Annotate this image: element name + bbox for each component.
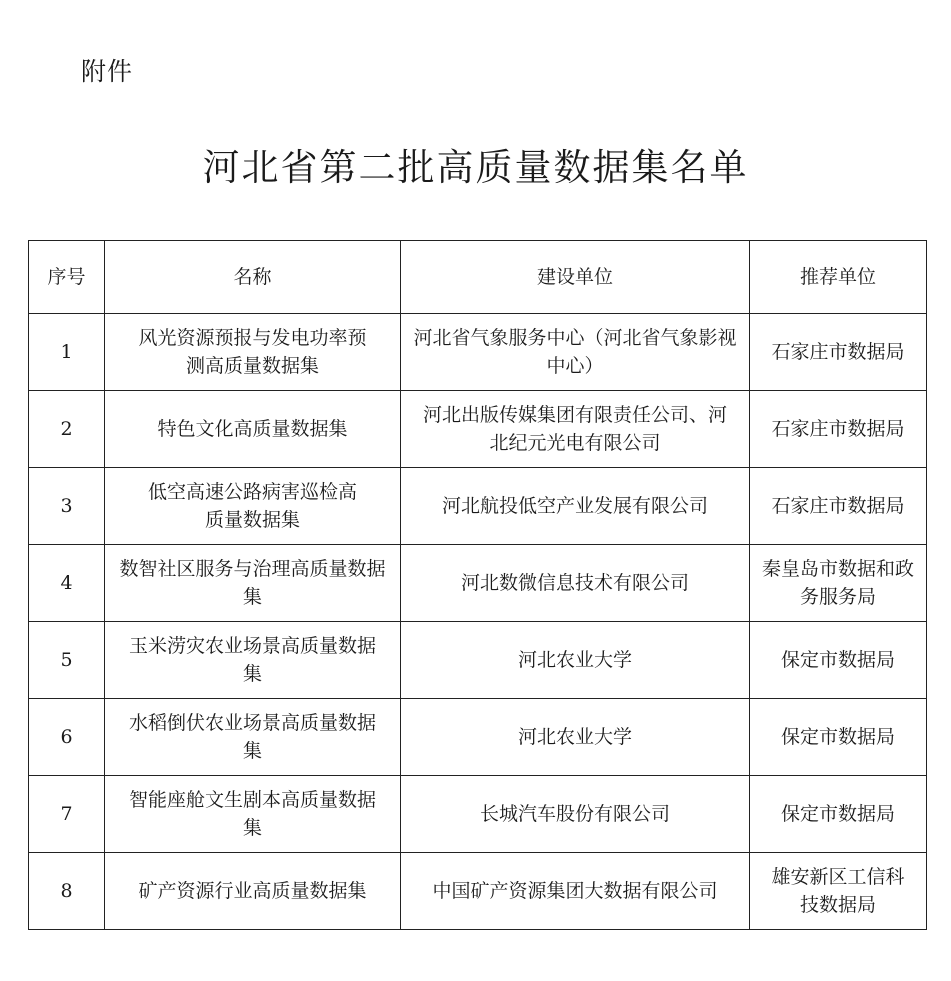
cell-builder: 河北航投低空产业发展有限公司 (401, 468, 750, 545)
header-name: 名称 (105, 241, 401, 314)
cell-builder: 长城汽车股份有限公司 (401, 776, 750, 853)
cell-recommender: 秦皇岛市数据和政务服务局 (750, 545, 927, 622)
cell-name: 风光资源预报与发电功率预测高质量数据集 (105, 314, 401, 391)
cell-builder: 河北出版传媒集团有限责任公司、河北纪元光电有限公司 (401, 391, 750, 468)
cell-name: 矿产资源行业高质量数据集 (105, 853, 401, 930)
cell-builder: 河北数微信息技术有限公司 (401, 545, 750, 622)
cell-recommender: 石家庄市数据局 (750, 468, 927, 545)
header-index: 序号 (29, 241, 105, 314)
cell-name: 智能座舱文生剧本高质量数据集 (105, 776, 401, 853)
cell-index: 6 (29, 699, 105, 776)
cell-index: 7 (29, 776, 105, 853)
cell-index: 8 (29, 853, 105, 930)
header-builder: 建设单位 (401, 241, 750, 314)
table-row (29, 314, 927, 391)
cell-index: 2 (29, 391, 105, 468)
cell-index: 4 (29, 545, 105, 622)
cell-index: 5 (29, 622, 105, 699)
cell-name: 低空高速公路病害巡检高质量数据集 (105, 468, 401, 545)
table-row (29, 699, 927, 776)
cell-name: 数智社区服务与治理高质量数据集 (105, 545, 401, 622)
cell-recommender: 石家庄市数据局 (750, 314, 927, 391)
cell-builder: 河北省气象服务中心（河北省气象影视中心） (401, 314, 750, 391)
document-title: 河北省第二批高质量数据集名单 (202, 146, 749, 189)
dataset-list-table (28, 240, 927, 930)
cell-builder: 中国矿产资源集团大数据有限公司 (401, 853, 750, 930)
cell-index: 3 (29, 468, 105, 545)
cell-recommender: 保定市数据局 (750, 699, 927, 776)
table-row (29, 545, 927, 622)
cell-recommender: 石家庄市数据局 (750, 391, 927, 468)
cell-name: 特色文化高质量数据集 (105, 391, 401, 468)
cell-builder: 河北农业大学 (401, 622, 750, 699)
table-row (29, 622, 927, 699)
cell-builder: 河北农业大学 (401, 699, 750, 776)
table-row (29, 468, 927, 545)
cell-recommender: 雄安新区工信科技数据局 (750, 853, 927, 930)
table-header-row (29, 241, 927, 314)
cell-name: 水稻倒伏农业场景高质量数据集 (105, 699, 401, 776)
table-row (29, 776, 927, 853)
cell-index: 1 (29, 314, 105, 391)
table-row (29, 391, 927, 468)
header-recommender: 推荐单位 (750, 241, 927, 314)
cell-recommender: 保定市数据局 (750, 622, 927, 699)
cell-name: 玉米涝灾农业场景高质量数据集 (105, 622, 401, 699)
attachment-label: 附件 (81, 57, 134, 86)
table-row (29, 853, 927, 930)
cell-recommender: 保定市数据局 (750, 776, 927, 853)
